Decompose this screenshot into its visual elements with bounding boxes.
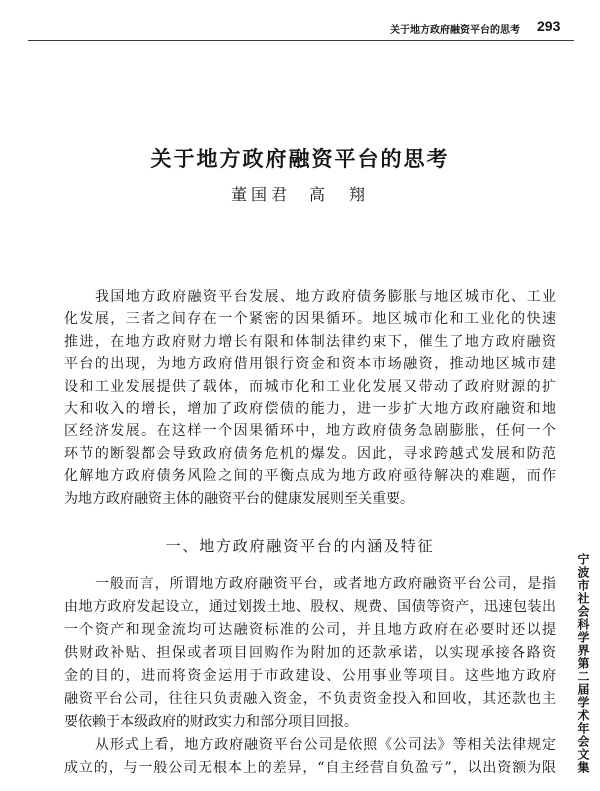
- text-line: 为地方政府融资主体的融资平台的健康发展则至关重要。: [64, 490, 414, 507]
- text-line: 化发展，三者之间存在一个紧密的因果循环。地区城市化和工业化的快速: [64, 311, 556, 328]
- text-line: 从形式上看，地方政府融资平台公司是依照《公司法》等相关法律规定: [95, 737, 556, 753]
- text-line: 环节的断裂都会导致政府债务危机的爆发。因此，寻求跨越式发展和防范: [64, 445, 556, 462]
- text-line: 推进，在地方政府财力增长有限和体制法律约束下，催生了地方政府融资: [64, 333, 556, 350]
- text-line: 我国地方政府融资平台发展、地方政府债务膨胀与地区城市化、工业: [95, 289, 556, 305]
- author-name: 高 翔: [309, 185, 370, 204]
- proceedings-side-label: 宁波市社会科学界第二届学术年会文集: [576, 553, 590, 774]
- text-line: 成立的，与一般公司无根本上的差异，“自主经营自负盈亏”，以出资额为限: [64, 760, 556, 776]
- author-name: 董国君: [230, 185, 291, 204]
- author-line: [0, 182, 600, 205]
- text-line: 大和收入的增长，增加了政府偿债的能力，进一步扩大地方政府融资和地: [64, 400, 556, 417]
- text-line: 要依赖于本级政府的财政实力和部分项目回报。: [64, 714, 358, 730]
- text-line: 一个资产和现金流均可达融资标准的公司，并且地方政府在必要时还以提: [64, 622, 556, 638]
- running-title: 关于地方政府融资平台的思考: [390, 25, 520, 36]
- text-line: 平台的出现，为地方政府借用银行资金和资本市场融资，推动地区城市建: [64, 356, 556, 373]
- text-line: 供财政补贴、担保或者项目回购作为附加的还款承诺，以实现承接各路资: [64, 645, 556, 661]
- section-heading: 一、地方政府融资平台的内涵及特征: [165, 537, 435, 555]
- text-line: 融资平台公司，往往只负责融入资金，不负责资金投入和回收，其还款也主: [64, 691, 556, 707]
- page-number: 293: [537, 18, 561, 34]
- text-line: 一般而言，所谓地方政府融资平台，或者地方政府融资平台公司，是指: [95, 576, 556, 592]
- text-line: 金的目的，进而将资金运用于市政建设、公用事业等项目。这些地方政府: [64, 668, 556, 684]
- body-paragraph: [64, 734, 556, 780]
- text-line: 由地方政府发起设立，通过划拨土地、股权、规费、国债等资产，迅速包装出: [64, 599, 556, 615]
- body-paragraph: [64, 573, 556, 734]
- article-title: 关于地方政府融资平台的思考: [150, 146, 450, 171]
- header-rule: [28, 40, 574, 41]
- text-line: 设和工业发展提供了载体，而城市化和工业化发展又带动了政府财源的扩: [64, 378, 556, 395]
- intro-paragraph: [64, 286, 556, 510]
- text-line: 化解地方政府债务风险之间的平衡点成为地方政府亟待解决的难题，而作: [64, 468, 556, 485]
- text-line: 区经济发展。在这样一个因果循环中，地方政府债务急剧膨胀，任何一个: [64, 423, 556, 440]
